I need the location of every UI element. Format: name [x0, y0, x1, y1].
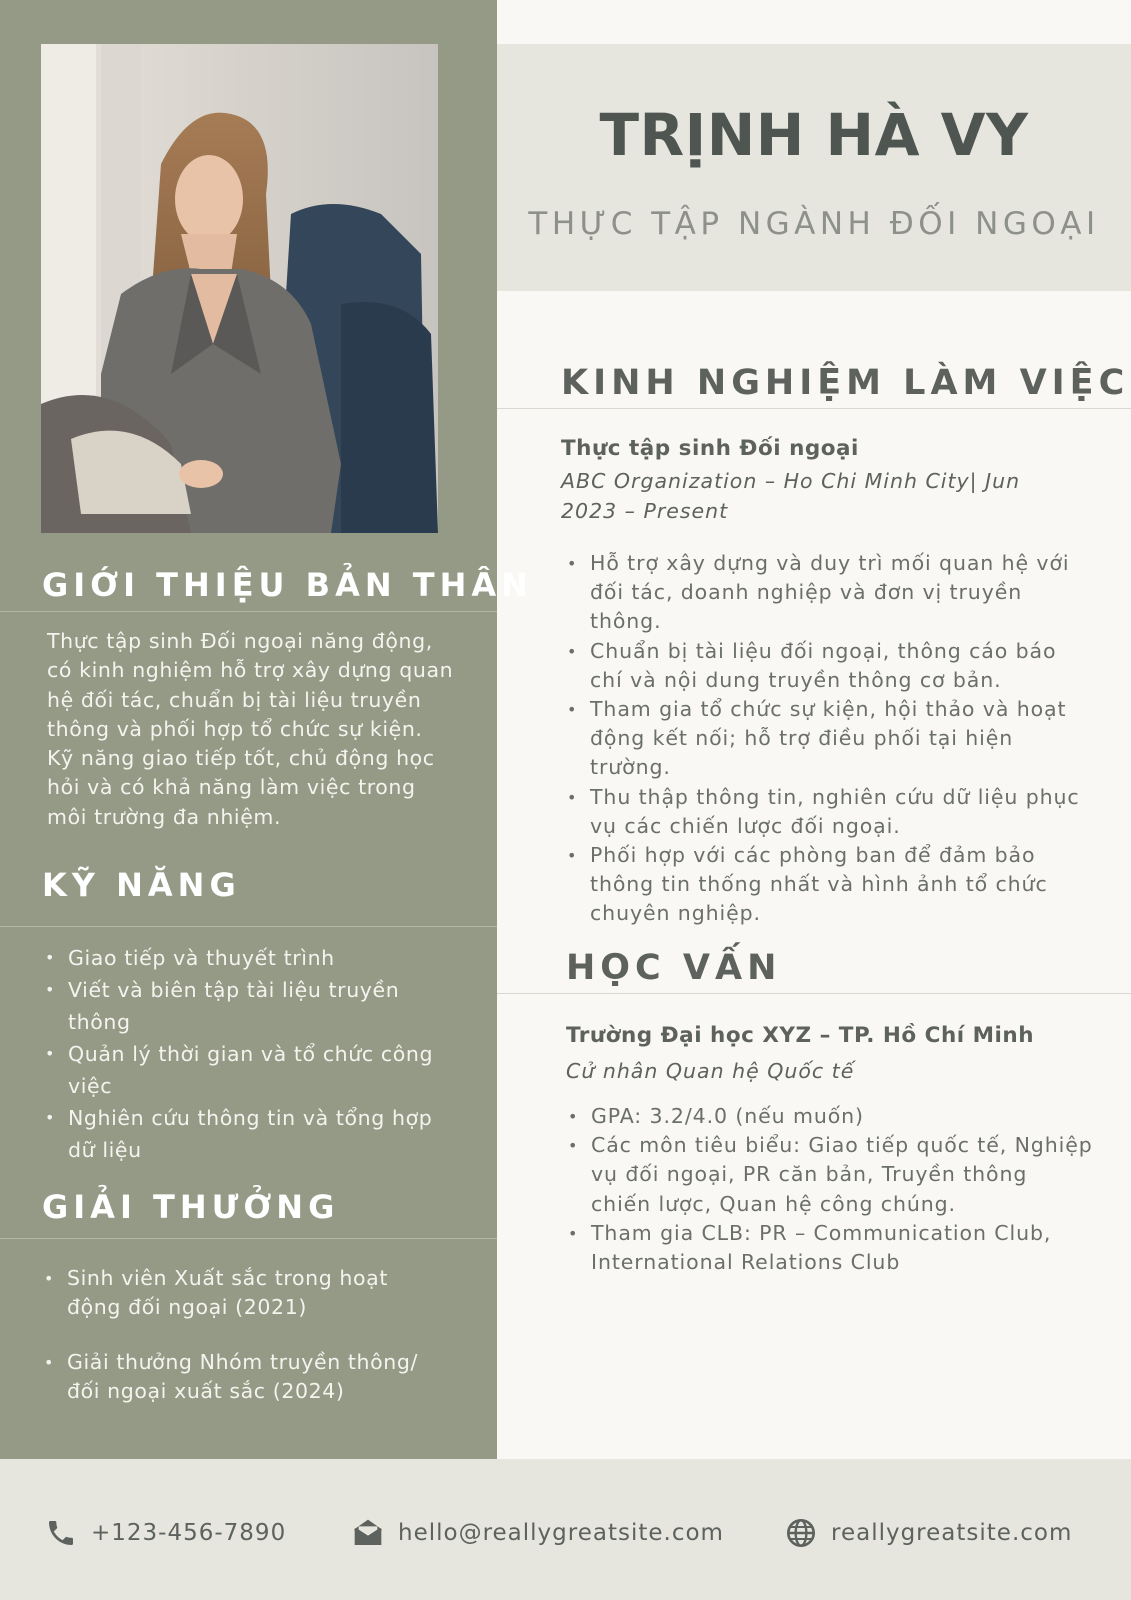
about-line: Kỹ năng giao tiếp tốt, chủ động học — [47, 746, 435, 771]
awards-divider — [0, 1238, 497, 1239]
about-line: hỏi và có khả năng làm việc trong — [47, 775, 416, 800]
mail-icon — [352, 1517, 384, 1549]
globe-icon — [785, 1517, 817, 1549]
skills-list — [41, 942, 481, 1166]
education-divider — [497, 993, 1131, 994]
education-list — [564, 1102, 1109, 1277]
about-line: hệ đối tác, chuẩn bị tài liệu truyền — [47, 687, 422, 712]
degree: Cử nhân Quan hệ Quốc tế — [566, 1059, 855, 1083]
awards-list — [40, 1264, 480, 1406]
list-item: • Phối hợp với các phòng ban để đảm bảo thông tin thống nhất và hình ảnh tổ chức chuyên nghiệp. — [563, 841, 1108, 929]
about-line: Thực tập sinh Đối ngoại năng động, — [47, 629, 433, 653]
experience-divider — [497, 408, 1131, 409]
phone-text: +123-456-7890 — [91, 1520, 287, 1546]
contact-email[interactable] — [352, 1515, 724, 1551]
contact-website[interactable] — [785, 1515, 1072, 1551]
about-line: có kinh nghiệm hỗ trợ xây dựng quan — [47, 658, 454, 683]
list-item: • Các môn tiêu biểu: Giao tiếp quốc tế, Nghiệp vụ đối ngoại, PR căn bản, Truyền thông chiến lược, Quan hệ công chúng. — [564, 1131, 1109, 1219]
about-heading: GIỚI THIỆU BẢN THÂN — [42, 566, 533, 604]
about-line: thông và phối hợp tổ chức sự kiện. — [47, 716, 423, 741]
list-item: • Tham gia CLB: PR – Communication Club, International Relations Club — [564, 1219, 1109, 1277]
list-item: • Giải thưởng Nhóm truyền thông/ đối ngoại xuất sắc (2024) — [40, 1348, 480, 1407]
education-heading: HỌC VẤN — [566, 948, 782, 988]
job-role: THỰC TẬP NGÀNH ĐỐI NGOẠI — [528, 206, 1100, 242]
job-organization: ABC Organization – Ho Chi Minh City| Jun 2023 – Present — [561, 469, 1021, 523]
list-item: • Chuẩn bị tài liệu đối ngoại, thông cáo báo chí và nội dung truyền thông cơ bản. — [563, 637, 1108, 695]
person-name: TRỊNH HÀ VY — [599, 101, 1029, 169]
website-text: reallygreatsite.com — [831, 1520, 1073, 1546]
list-item: • GPA: 3.2/4.0 (nếu muốn) — [564, 1102, 1109, 1131]
awards-heading: GIẢI THƯỞNG — [42, 1188, 340, 1226]
skills-heading: KỸ NĂNG — [42, 866, 241, 904]
experience-list — [563, 549, 1108, 929]
list-item: • Tham gia tổ chức sự kiện, hội thảo và hoạt động kết nối; hỗ trợ điều phối tại hiện trường. — [563, 695, 1108, 783]
job-title: Thực tập sinh Đối ngoại — [561, 436, 859, 461]
about-paragraph — [47, 627, 477, 832]
list-item: • Nghiên cứu thông tin và tổng hợp dữ liệu — [41, 1102, 481, 1166]
about-divider — [0, 611, 497, 612]
list-item: • Thu thập thông tin, nghiên cứu dữ liệu phục vụ các chiến lược đối ngoại. — [563, 783, 1108, 841]
experience-heading: KINH NGHIỆM LÀM VIỆC — [561, 363, 1130, 403]
profile-photo — [41, 44, 438, 533]
list-item: • Sinh viên Xuất sắc trong hoạt động đối ngoại (2021) — [40, 1264, 480, 1323]
list-item: • Giao tiếp và thuyết trình — [41, 942, 481, 974]
contact-phone[interactable] — [45, 1515, 286, 1551]
list-item: • Hỗ trợ xây dựng và duy trì mối quan hệ với đối tác, doanh nghiệp và đơn vị truyền thông. — [563, 549, 1108, 637]
school-name: Trường Đại học XYZ – TP. Hồ Chí Minh — [566, 1023, 1034, 1048]
list-item: • Viết và biên tập tài liệu truyền thông — [41, 974, 481, 1038]
about-line: môi trường đa nhiệm. — [47, 804, 282, 829]
list-item: • Quản lý thời gian và tổ chức công việc — [41, 1038, 481, 1102]
skills-divider — [0, 926, 497, 927]
email-text: hello@reallygreatsite.com — [398, 1520, 724, 1546]
phone-icon — [45, 1517, 77, 1549]
